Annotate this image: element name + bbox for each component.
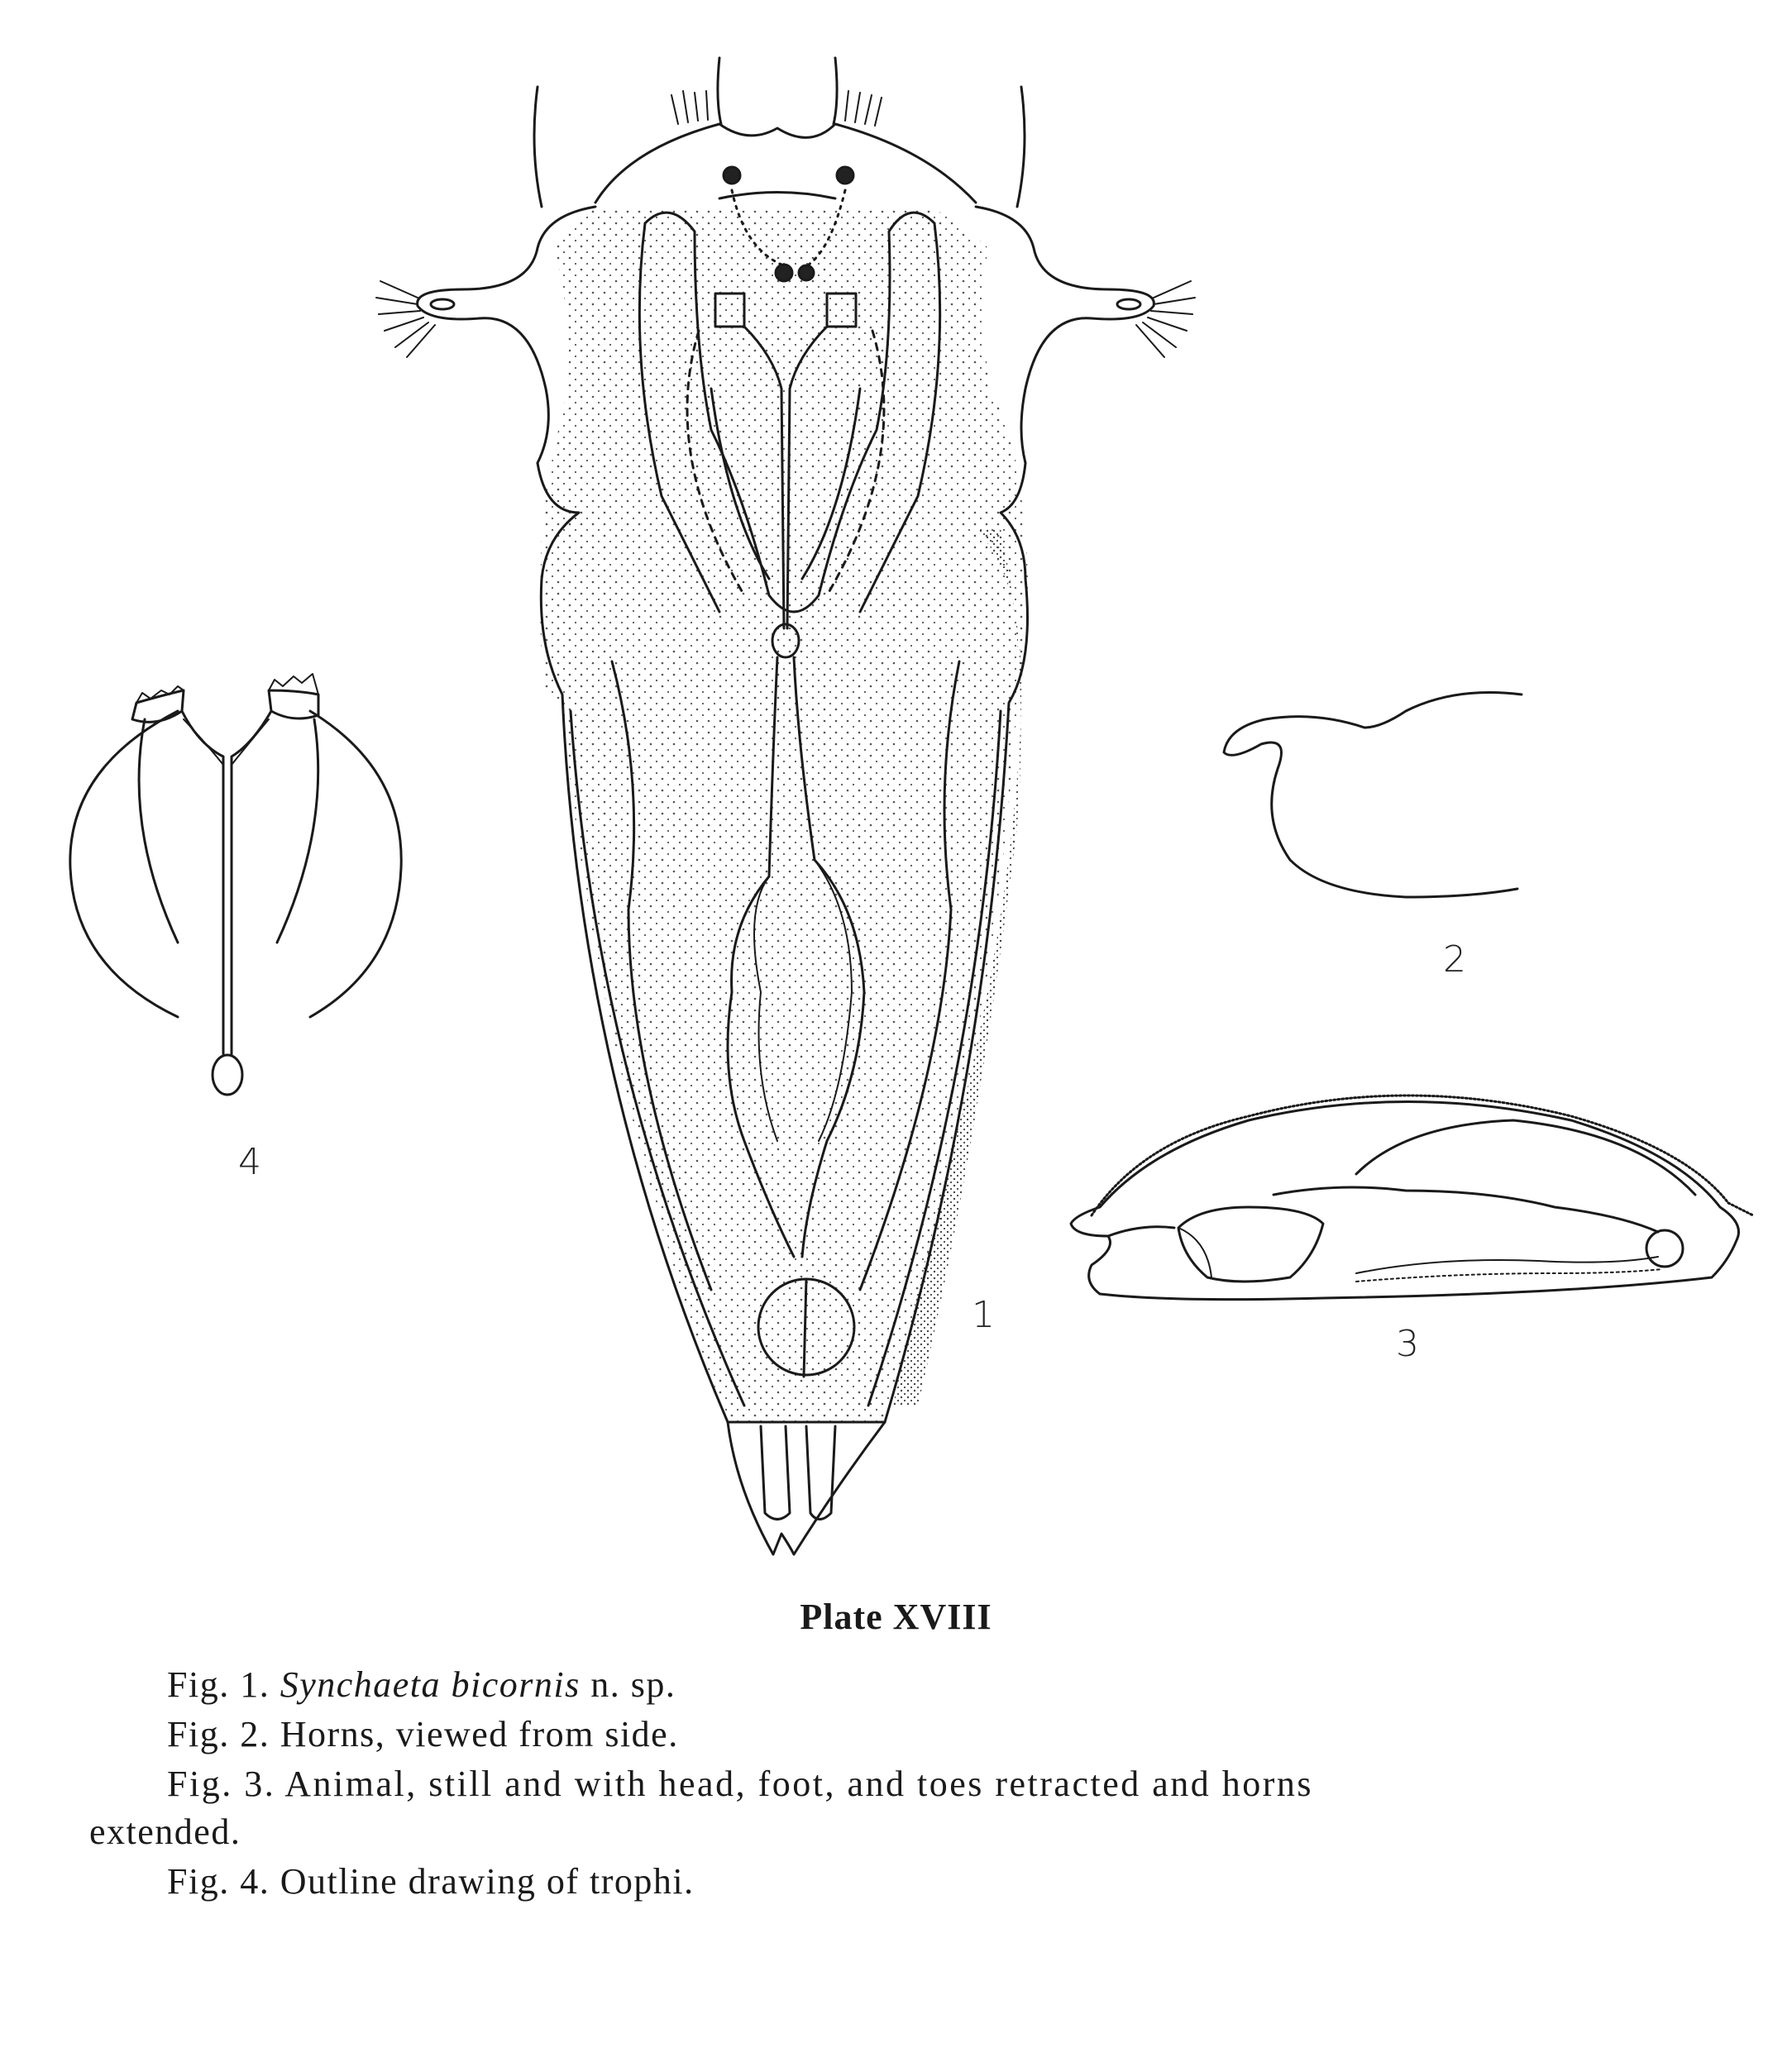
- caption-fig-3-line-1: Fig. 3. Animal, still and with head, foot, and toes retracted and horns: [167, 1764, 1314, 1804]
- figure-2-drawing: [1224, 693, 1522, 898]
- caption-fig-3-line-2: extended.: [89, 1812, 241, 1852]
- caption-fig-1-suffix: n. sp.: [590, 1664, 676, 1705]
- figure-4-label: 4: [238, 1141, 261, 1183]
- caption-fig-1: [167, 1662, 676, 1708]
- figure-2-label: 2: [1443, 938, 1466, 981]
- caption-fig-4: Fig. 4. Outline drawing of trophi.: [167, 1861, 695, 1902]
- figure-1-drawing: [376, 58, 1195, 1554]
- figure-1-label: 1: [972, 1294, 995, 1336]
- figure-3-drawing: [1071, 1096, 1753, 1300]
- figure-3-label: 3: [1396, 1323, 1419, 1365]
- caption-fig-1-prefix: Fig. 1.: [167, 1664, 270, 1705]
- caption-fig-2: Fig. 2. Horns, viewed from side.: [167, 1714, 679, 1754]
- caption-fig-1-species: Synchaeta bicornis: [280, 1664, 581, 1705]
- figure-4-drawing: [70, 674, 401, 1095]
- plate-title: Plate XVIII: [800, 1597, 992, 1637]
